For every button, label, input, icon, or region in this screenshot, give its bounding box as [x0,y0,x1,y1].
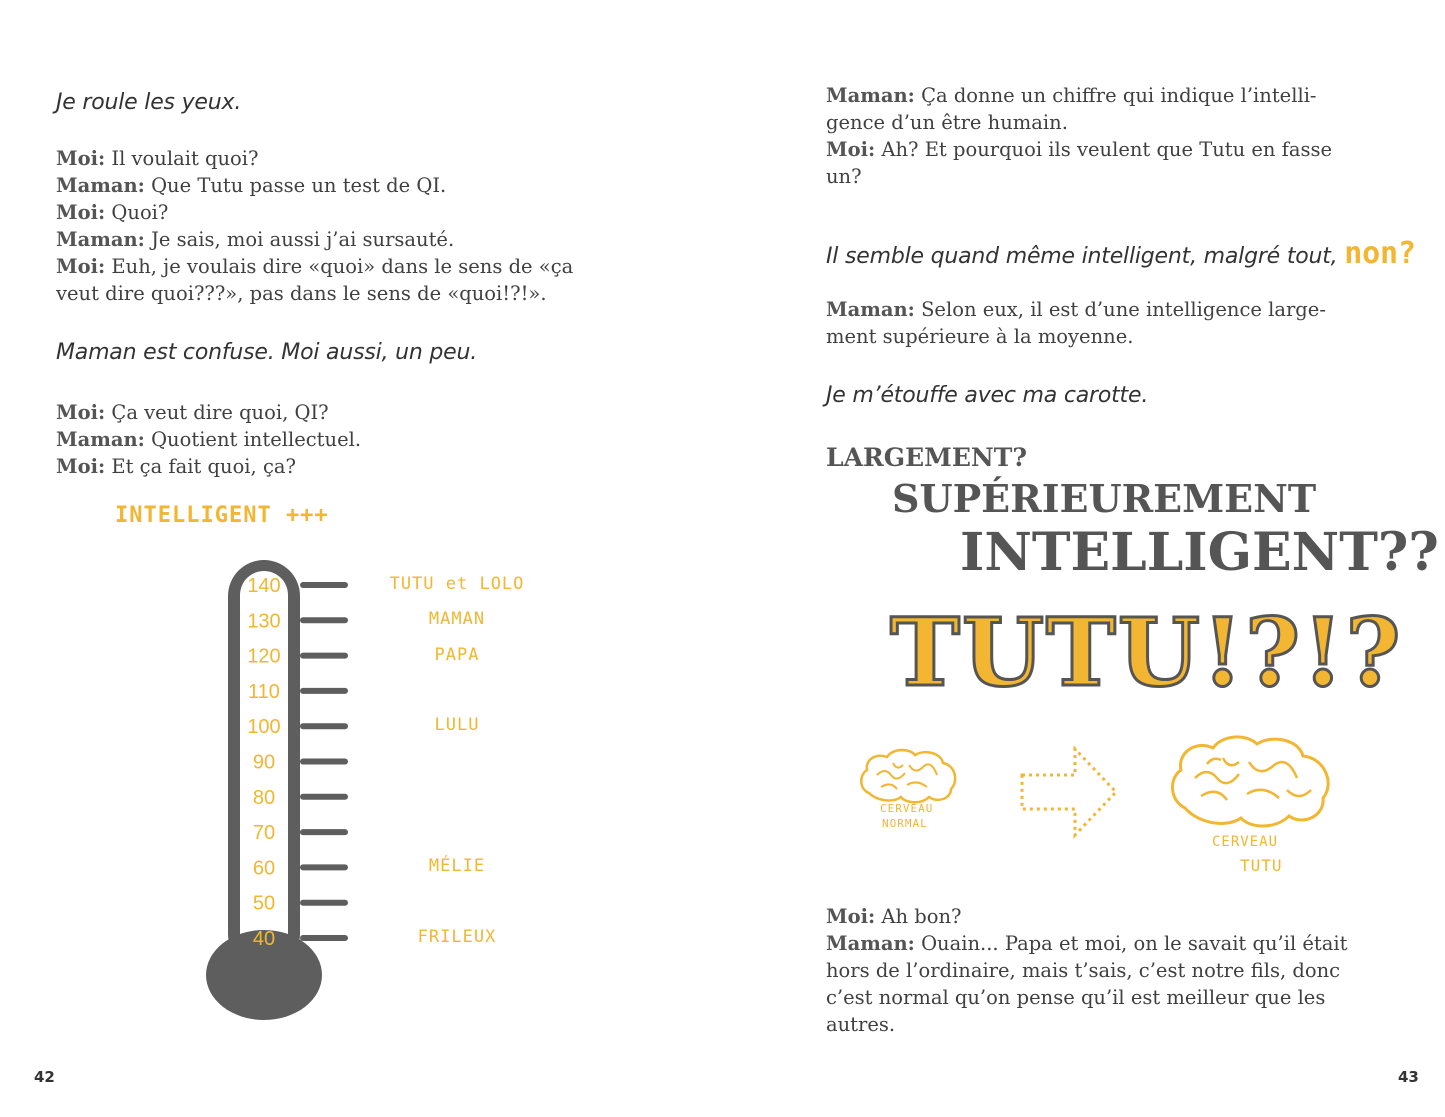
thermometer-icon [200,555,370,1025]
thermometer-title: INTELLIGENT +++ [115,503,329,528]
narration-intelligent [826,236,1416,271]
line-text: Je sais, moi aussi j’ai sursauté. [144,228,455,251]
thermometer-label: PAPA [434,644,480,665]
dotted-arrow-icon [1020,745,1120,840]
speaker: Moi: [56,401,106,424]
dialogue-line [56,253,656,280]
thermometer-scale-value: 40 [252,928,276,950]
speaker: Moi: [56,147,106,170]
thermometer-scale-value: 70 [252,822,276,845]
line-text: Ça donne un chiffre qui indique l’intelli- [914,84,1317,107]
thermometer-scale-value: 80 [252,786,276,809]
thermometer-tick [300,653,348,659]
thermometer-scale-value: 100 [247,716,281,739]
line-text: Quotient intellectuel. [144,428,362,451]
dialogue-block-5 [826,903,1406,1038]
line-text: Ouain... Papa et moi, on le savait qu’il était [914,932,1348,955]
dialogue-block-1 [56,145,656,307]
thermometer-label: TUTU et LOLO [389,574,525,594]
brain-large-label-1: CERVEAU [1212,834,1279,850]
thermometer-tick [300,582,348,588]
dialogue-line [826,1011,1406,1038]
speaker: Maman: [56,428,145,451]
brain-small-icon [857,745,962,810]
speaker: Moi: [56,455,106,478]
shout-largement: LARGEMENT? [826,443,1027,472]
page-number: 43 [1398,1068,1419,1086]
line-text: hors de l’ordinaire, mais t’sais, c’est notre fils, donc [826,959,1341,982]
dialogue-block-4 [826,296,1386,350]
page-number: 42 [34,1068,55,1086]
dialogue-block-2 [56,399,656,480]
narration-emphasis: non? [1344,236,1416,271]
dialogue-block-3 [826,82,1386,190]
line-text: Il voulait quoi? [105,147,259,170]
line-text: Que Tutu passe un test de QI. [144,174,447,197]
thermometer-scale-value: 110 [248,680,280,703]
dialogue-line [56,280,656,307]
line-text: gence d’un être humain. [826,111,1068,134]
dialogue-line [826,296,1386,323]
thermometer-scale-value: 50 [252,892,276,915]
speaker: Moi: [826,905,876,928]
thermometer-tick [300,723,348,729]
speaker: Maman: [56,174,145,197]
dialogue-line [56,226,656,253]
dialogue-line [826,136,1386,163]
thermometer-scale-value: 60 [252,857,276,880]
dialogue-line [826,163,1386,190]
shout-tutu: TUTU!?!? [890,598,1403,708]
line-text: Quoi? [105,201,169,224]
dialogue-line [826,957,1406,984]
brain-small-label-2: NORMAL [882,817,928,830]
speaker: Maman: [826,84,915,107]
line-text: Et ça fait quoi, ça? [105,455,296,478]
dialogue-line [826,323,1386,350]
dialogue-line [826,82,1386,109]
brain-large-icon [1167,730,1342,835]
dialogue-line [56,145,656,172]
dialogue-line [56,426,656,453]
thermometer-tick [300,935,348,941]
narration-text: Il semble quand même intelligent, malgré tout, [826,244,1338,269]
dialogue-line [826,903,1406,930]
thermometer-label: MÉLIE [428,856,486,877]
narration-confused: Maman est confuse. Moi aussi, un peu. [56,340,478,365]
brain-large-label-2: TUTU [1240,856,1283,875]
thermometer-scale-value: 140 [247,575,281,597]
thermometer-tick [300,794,348,800]
line-text: Euh, je voulais dire «quoi» dans le sens de «ça [105,255,574,278]
line-text: autres. [826,1013,896,1036]
dialogue-line [56,453,656,480]
speaker: Maman: [56,228,145,251]
thermometer-tick [300,829,348,835]
shout-superieurement: SUPÉRIEUREMENT [892,476,1317,521]
dialogue-line [56,172,656,199]
line-text: Ah bon? [875,905,962,928]
thermometer-scale-value: 120 [247,645,281,668]
speaker: Moi: [56,255,106,278]
brain-small-label-1: CERVEAU [880,802,934,815]
thermometer-tick [300,864,348,870]
thermometer-label: FRILEUX [417,927,497,947]
thermometer-tick [300,759,348,765]
narration-carrot: Je m’étouffe avec ma carotte. [826,383,1149,408]
line-text: Ah? Et pourquoi ils veulent que Tutu en fasse [875,138,1333,161]
line-text: un? [826,165,862,188]
line-text: c’est normal qu’on pense qu’il est meilleur que les [826,986,1326,1009]
line-text: Selon eux, il est d’une intelligence large- [914,298,1326,321]
thermometer-label: LULU [434,715,480,736]
shout-intelligent: INTELLIGENT?? [960,522,1439,583]
line-text: veut dire quoi???», pas dans le sens de «quoi!?!». [56,282,547,305]
narration-roll-eyes: Je roule les yeux. [56,90,242,115]
thermometer-label: MAMAN [428,609,486,630]
thermometer-tick [300,688,348,694]
dialogue-line [826,930,1406,957]
dialogue-line [826,109,1386,136]
line-text: ment supérieure à la moyenne. [826,325,1134,348]
left-page [0,0,722,1117]
thermometer-scale-value: 130 [247,610,281,633]
thermometer-tick [300,617,348,623]
speaker: Moi: [826,138,876,161]
thermometer-tick [300,900,348,906]
speaker: Maman: [826,298,915,321]
speaker: Moi: [56,201,106,224]
line-text: Ça veut dire quoi, QI? [105,401,329,424]
dialogue-line [56,399,656,426]
speaker: Maman: [826,932,915,955]
dialogue-line [826,984,1406,1011]
right-page [722,0,1445,1117]
dialogue-line [56,199,656,226]
thermometer-scale-value: 90 [252,751,276,774]
